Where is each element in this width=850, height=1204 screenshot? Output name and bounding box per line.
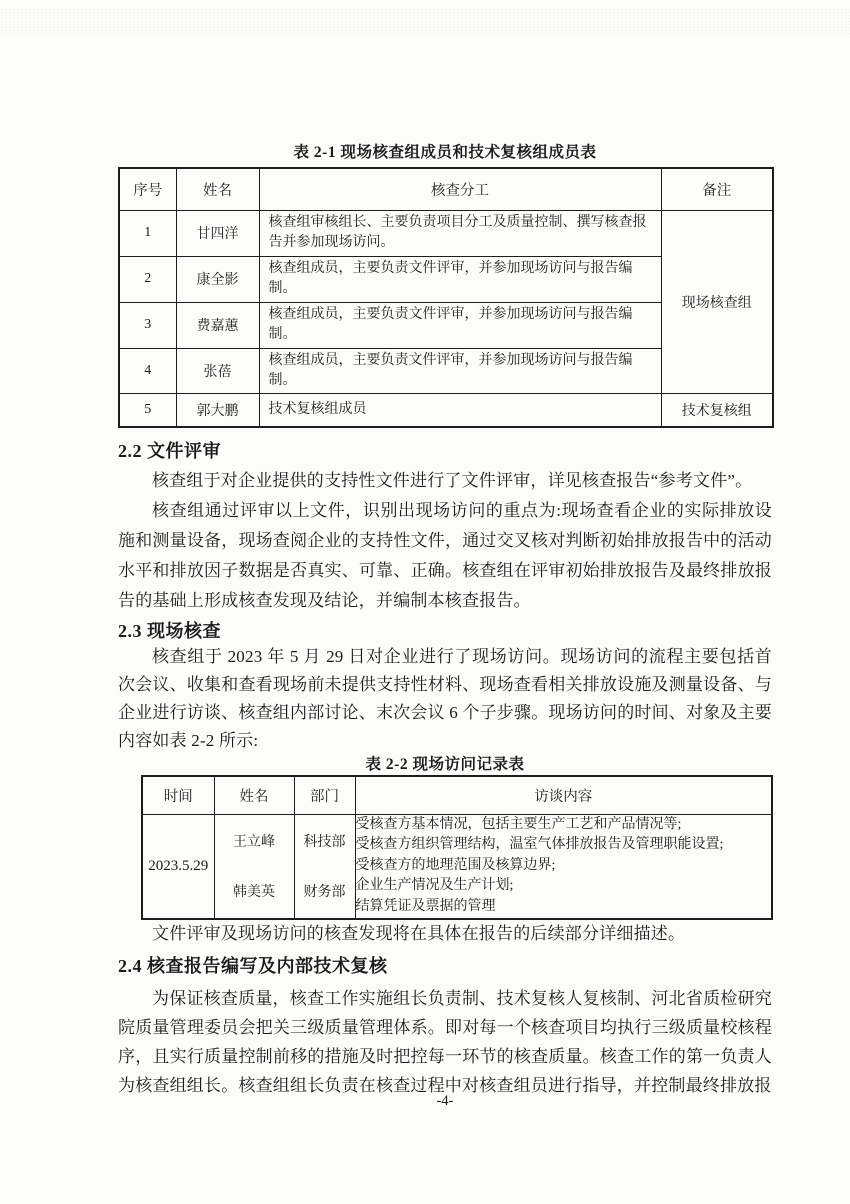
interviewee-name: 王立峰 <box>233 835 275 850</box>
section-2-2-paragraph-1: 核查组于对企业提供的支持性文件进行了文件评审，详见核查报告“参考文件”。 <box>152 471 753 490</box>
department-name: 财务部 <box>303 885 346 900</box>
table-row <box>142 814 772 919</box>
duty-cell: 技术复核组成员 <box>259 393 661 427</box>
duty-cell: 核查组成员，主要负责文件评审，并参加现场访问与报告编制。 <box>259 302 661 348</box>
header-interview-content: 访谈内容 <box>355 776 772 814</box>
header-department: 部门 <box>294 776 355 814</box>
name-cell: 郭大鹏 <box>176 393 259 427</box>
table2-title: 表 2-2 现场访问记录表 <box>365 756 525 773</box>
serial-cell: 2 <box>119 256 176 302</box>
name-cell: 康全影 <box>176 256 259 302</box>
header-name: 姓名 <box>176 168 259 210</box>
departments-cell <box>294 814 355 919</box>
section-heading-2-4: 2.4 核查报告编写及内部技术复核 <box>118 955 388 976</box>
interviewee-name: 韩美英 <box>233 885 275 900</box>
interview-content-line: 受核查方的地理范围及核算边界; <box>355 857 556 873</box>
serial-cell: 3 <box>119 302 176 348</box>
header-remark: 备注 <box>661 168 773 210</box>
serial-cell: 5 <box>119 393 176 427</box>
after-table2-paragraph: 文件评审及现场访问的核查发现将在具体在报告的后续部分详细描述。 <box>152 923 686 943</box>
table-header-row <box>142 776 772 814</box>
duty-cell: 核查组审核组长、主要负责项目分工及质量控制、撰写核查报告并参加现场访问。 <box>259 210 661 256</box>
section-heading-2-2: 2.2 文件评审 <box>118 441 221 461</box>
interviewee-names-cell <box>214 814 294 919</box>
name-cell: 张蓓 <box>176 348 259 393</box>
header-name: 姓名 <box>214 776 294 814</box>
team-members-table <box>118 167 774 428</box>
scan-noise-artifact <box>0 8 850 34</box>
serial-cell: 4 <box>119 348 176 393</box>
header-time: 时间 <box>142 776 214 814</box>
header-serial: 序号 <box>119 168 176 210</box>
table-row <box>119 210 773 256</box>
header-duty: 核查分工 <box>259 168 661 210</box>
table1-title: 表 2-1 现场核查组成员和技术复核组成员表 <box>293 144 597 161</box>
section-heading-2-3: 2.3 现场核查 <box>118 621 221 641</box>
section-2-2-paragraph-2: 核查组通过评审以上文件，识别出现场访问的重点为:现场查看企业的实际排放设施和测量设备，现场查阅企业的支持性文件，通过交叉核对判断初始排放报告中的活动水平和排放因子数据是否真实、可靠、正确。核查组在评审初始排放报告及最终排放报告的基础上形成核查发现及结论，并编制本核查报告。 <box>118 501 772 610</box>
interview-content-line: 受核查方基本情况，包括主要生产工艺和产品情况等; <box>355 816 682 832</box>
name-cell: 甘四洋 <box>176 210 259 256</box>
site-visit-record-table <box>141 775 773 920</box>
duty-cell: 核查组成员，主要负责文件评审，并参加现场访问与报告编制。 <box>259 348 661 393</box>
visit-time-cell: 2023.5.29 <box>142 814 214 919</box>
page-number: -4- <box>436 1093 454 1109</box>
interview-content-cell <box>355 814 772 919</box>
name-cell: 费嘉蕙 <box>176 302 259 348</box>
section-2-4-paragraph-1: 为保证核查质量，核查工作实施组长负责制、技术复核人复核制、河北省质检研究院质量管理委员会把关三级质量管理体系。即对每一个核查项目均执行三级质量校核程序，且实行质量控制前移的措施及时把控每一环节的核查质量。核查工作的第一负责人为核查组组长。核查组组长负责在核查过程中对核查组员进行指导，并控制最终排放报 <box>118 988 772 1095</box>
interview-content-line: 企业生产情况及生产计划; <box>355 878 514 894</box>
serial-cell: 1 <box>119 210 176 256</box>
interview-content-line: 受核查方组织管理结构，温室气体排放报告及管理职能设置; <box>355 837 724 853</box>
interview-content-line: 结算凭证及票据的管理 <box>355 898 496 914</box>
department-name: 科技部 <box>303 835 346 850</box>
remark-cell-onsite-group: 现场核查组 <box>661 210 773 393</box>
table-header-row <box>119 168 773 210</box>
duty-cell: 核查组成员，主要负责文件评审，并参加现场访问与报告编制。 <box>259 256 661 302</box>
section-2-3-paragraph-1: 核查组于 2023 年 5 月 29 日对企业进行了现场访问。现场访问的流程主要包括首次会议、收集和查看现场前未提供支持性材料、现场查看相关排放设施及测量设备、与企业进行访谈、核查组内部讨论、末次会议 6 个子步骤。现场访问的时间、对象及主要内容如表 2-2 所示: <box>118 647 772 750</box>
remark-cell-review-group: 技术复核组 <box>661 393 773 427</box>
table-row <box>119 393 773 427</box>
